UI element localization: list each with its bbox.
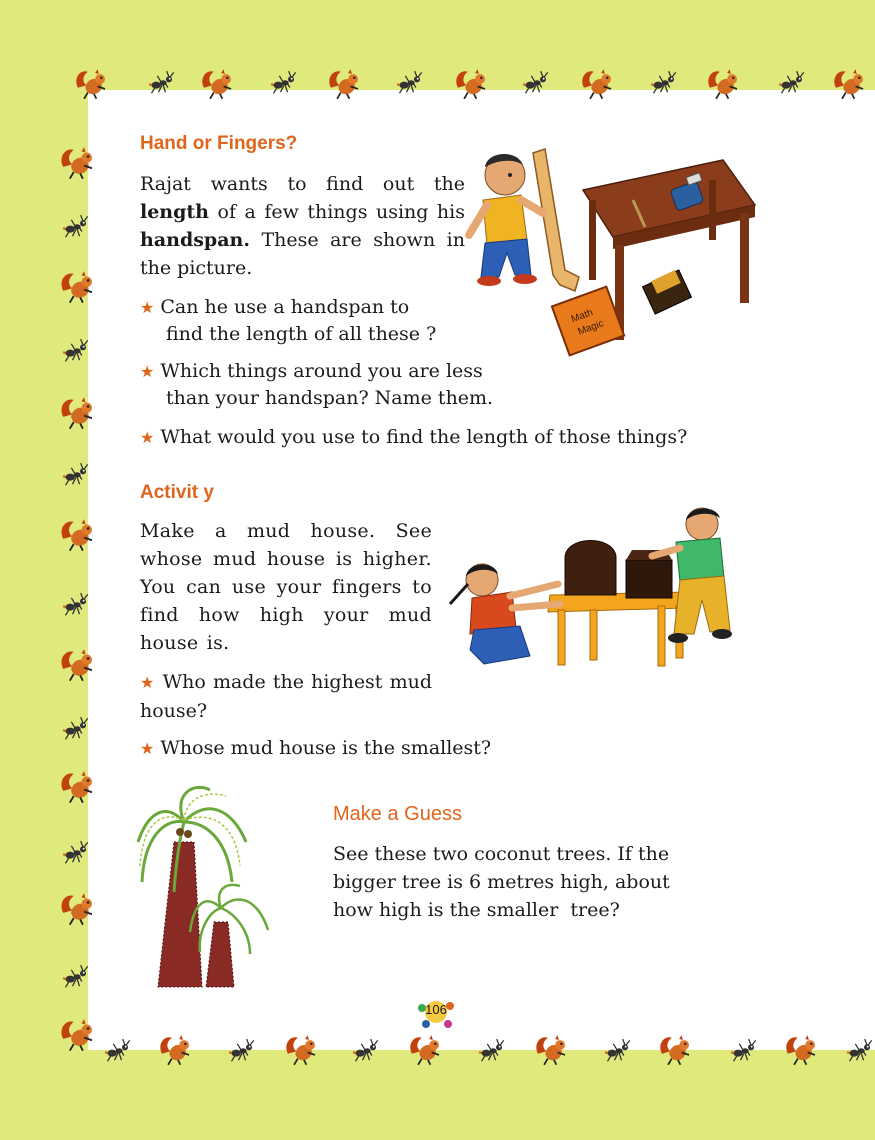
squirrel-icon bbox=[58, 518, 92, 552]
bullet-text: Whose mud house is the smallest? bbox=[160, 737, 492, 759]
ant-icon bbox=[270, 70, 298, 98]
mud-house-illustration bbox=[440, 500, 740, 680]
bullet-text: than your handspan? Name them. bbox=[166, 387, 494, 409]
star-icon: ★ bbox=[140, 739, 155, 758]
ant-icon bbox=[148, 70, 176, 98]
bullet-item bbox=[140, 358, 540, 411]
squirrel-icon bbox=[198, 68, 232, 100]
squirrel-icon bbox=[156, 1034, 190, 1066]
star-icon: ★ bbox=[140, 673, 156, 692]
ant-icon bbox=[62, 592, 90, 620]
page-number: 106 bbox=[425, 1002, 447, 1017]
squirrel-icon bbox=[58, 146, 92, 180]
squirrel-icon bbox=[58, 270, 92, 304]
rajat-illustration bbox=[455, 145, 765, 360]
star-icon: ★ bbox=[140, 428, 155, 447]
squirrel-icon bbox=[830, 68, 864, 100]
book-label: Magic bbox=[576, 318, 606, 338]
book-label: Math bbox=[569, 307, 595, 326]
squirrel-icon bbox=[782, 1034, 816, 1066]
section-heading-activity: Activit y bbox=[140, 482, 214, 503]
ant-icon bbox=[650, 70, 678, 98]
squirrel-icon bbox=[282, 1034, 316, 1066]
bullet-item bbox=[140, 424, 780, 451]
squirrel-icon bbox=[656, 1034, 690, 1066]
page-number-badge bbox=[414, 994, 458, 1030]
ant-icon bbox=[62, 338, 90, 366]
ant-icon bbox=[846, 1038, 874, 1066]
intro-text: Rajat wants to find out the bbox=[140, 173, 465, 195]
squirrel-icon bbox=[58, 770, 92, 804]
squirrel-icon bbox=[452, 68, 486, 100]
ant-icon bbox=[62, 716, 90, 744]
squirrel-icon bbox=[58, 892, 92, 926]
squirrel-icon bbox=[72, 68, 106, 100]
ant-icon bbox=[62, 840, 90, 868]
section-heading-make-a-guess: Make a Guess bbox=[333, 803, 462, 825]
star-icon: ★ bbox=[140, 298, 155, 317]
ant-icon bbox=[396, 70, 424, 98]
ant-icon bbox=[62, 964, 90, 992]
ant-icon bbox=[104, 1038, 132, 1066]
ant-icon bbox=[730, 1038, 758, 1066]
section-heading-hand-or-fingers: Hand or Fingers? bbox=[140, 133, 298, 154]
bullet-text: Who made the highest mud house? bbox=[140, 671, 433, 722]
squirrel-icon bbox=[58, 1018, 92, 1052]
guess-line: how high is the smaller tree? bbox=[333, 899, 620, 921]
ant-icon bbox=[62, 462, 90, 490]
star-icon: ★ bbox=[140, 362, 155, 381]
intro-text: These are shown in the picture. bbox=[140, 229, 465, 279]
bullet-item bbox=[140, 735, 640, 762]
squirrel-icon bbox=[58, 648, 92, 682]
bullet-item bbox=[140, 668, 432, 725]
bullet-text: What would you use to find the length of those things? bbox=[160, 426, 688, 448]
guess-line: bigger tree is 6 metres high, about bbox=[333, 871, 670, 893]
ant-icon bbox=[352, 1038, 380, 1066]
squirrel-icon bbox=[406, 1034, 440, 1066]
guess-line: See these two coconut trees. If the bbox=[333, 843, 670, 865]
squirrel-icon bbox=[58, 396, 92, 430]
bullet-text: Which things around you are less bbox=[160, 360, 483, 382]
squirrel-icon bbox=[532, 1034, 566, 1066]
intro-text: of a few things using his bbox=[209, 201, 465, 223]
squirrel-icon bbox=[704, 68, 738, 100]
intro-paragraph bbox=[140, 170, 465, 282]
bullet-text: find the length of all these ? bbox=[166, 323, 437, 345]
squirrel-icon bbox=[325, 68, 359, 100]
activity-paragraph: Make a mud house. See whose mud house is higher. You can use your fingers to find how high your mud house is. bbox=[140, 520, 432, 654]
ant-icon bbox=[778, 70, 806, 98]
bullet-item bbox=[140, 294, 470, 347]
ant-icon bbox=[228, 1038, 256, 1066]
ant-icon bbox=[604, 1038, 632, 1066]
ant-icon bbox=[478, 1038, 506, 1066]
intro-bold-handspan: handspan. bbox=[140, 229, 250, 251]
ant-icon bbox=[62, 214, 90, 242]
intro-bold-length: length bbox=[140, 201, 209, 223]
ant-icon bbox=[522, 70, 550, 98]
squirrel-icon bbox=[578, 68, 612, 100]
coconut-tree-illustration bbox=[136, 782, 276, 992]
bullet-text: Can he use a handspan to bbox=[160, 296, 410, 318]
